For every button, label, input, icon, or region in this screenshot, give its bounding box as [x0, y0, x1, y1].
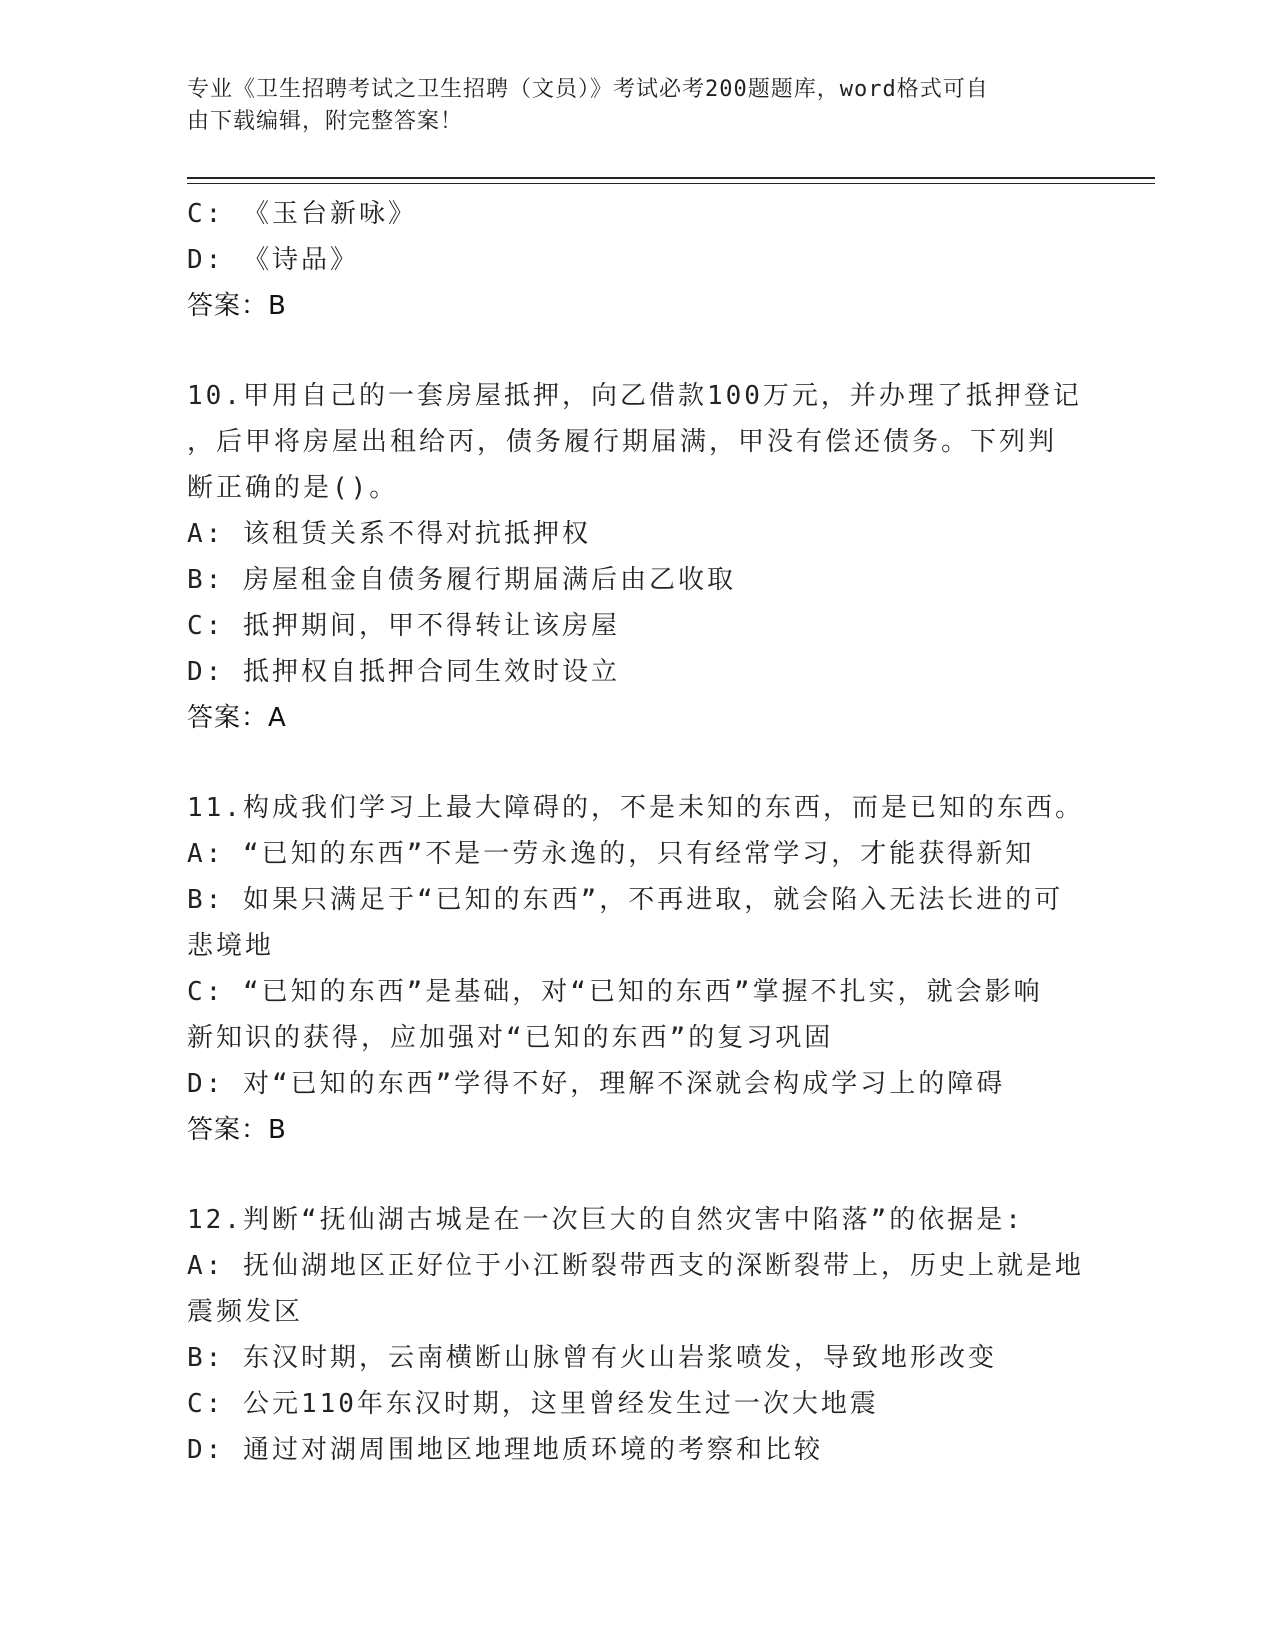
option-b: B: 东汉时期，云南横断山脉曾有火山岩浆喷发，导致地形改变	[187, 1343, 997, 1373]
spacer	[187, 329, 1087, 373]
option-c: C: 抵押期间，甲不得转让该房屋	[187, 611, 620, 641]
header-line-2: 由下载编辑，附完整答案！	[187, 109, 464, 134]
option-d: D: 抵押权自抵押合同生效时设立	[187, 657, 620, 687]
answer-line: 答案：A	[187, 703, 287, 733]
question-stem: ，后甲将房屋出租给丙，债务履行期届满，甲没有偿还债务。下列判	[187, 427, 1058, 457]
document-body	[187, 191, 1087, 1473]
option-b-continued: 悲境地	[187, 931, 275, 961]
option-c: C: 《玉台新咏》	[187, 199, 417, 229]
option-d: D: 通过对湖周围地区地理地质环境的考察和比较	[187, 1435, 823, 1465]
question-11	[187, 785, 1087, 1153]
header-line-1: 专业《卫生招聘考试之卫生招聘（文员）》考试必考200题题库，word格式可自	[187, 77, 989, 102]
question-stem: 10.甲用自己的一套房屋抵押，向乙借款100万元，并办理了抵押登记	[187, 381, 1082, 411]
option-d: D: 对“已知的东西”学得不好，理解不深就会构成学习上的障碍	[187, 1069, 1006, 1099]
option-a: A: 抚仙湖地区正好位于小江断裂带西支的深断裂带上，历史上就是地	[187, 1251, 1084, 1281]
option-a: A: “已知的东西”不是一劳永逸的，只有经常学习，才能获得新知	[187, 839, 1035, 869]
spacer	[187, 741, 1087, 785]
option-c-continued: 新知识的获得，应加强对“已知的东西”的复习巩固	[187, 1023, 834, 1053]
header-divider-thin	[187, 183, 1155, 184]
question-10	[187, 373, 1087, 741]
option-b: B: 如果只满足于“已知的东西”，不再进取，就会陷入无法长进的可	[187, 885, 1064, 915]
answer-line: 答案：B	[187, 291, 287, 321]
question-stem: 12.判断“抚仙湖古城是在一次巨大的自然灾害中陷落”的依据是:	[187, 1205, 1024, 1235]
question-12	[187, 1197, 1087, 1473]
option-b: B: 房屋租金自债务履行期届满后由乙收取	[187, 565, 736, 595]
document-header	[187, 74, 1067, 138]
header-divider-thick	[187, 177, 1155, 179]
option-c: C: “已知的东西”是基础，对“已知的东西”掌握不扎实，就会影响	[187, 977, 1043, 1007]
option-c: C: 公元110年东汉时期，这里曾经发生过一次大地震	[187, 1389, 879, 1419]
option-a: A: 该租赁关系不得对抗抵押权	[187, 519, 591, 549]
previous-question-tail	[187, 191, 1087, 329]
question-stem: 断正确的是()。	[187, 473, 399, 503]
answer-line: 答案：B	[187, 1115, 287, 1145]
option-d: D: 《诗品》	[187, 245, 359, 275]
spacer	[187, 1153, 1087, 1197]
option-a-continued: 震频发区	[187, 1297, 304, 1327]
question-stem: 11.构成我们学习上最大障碍的，不是未知的东西，而是已知的东西。	[187, 793, 1084, 823]
